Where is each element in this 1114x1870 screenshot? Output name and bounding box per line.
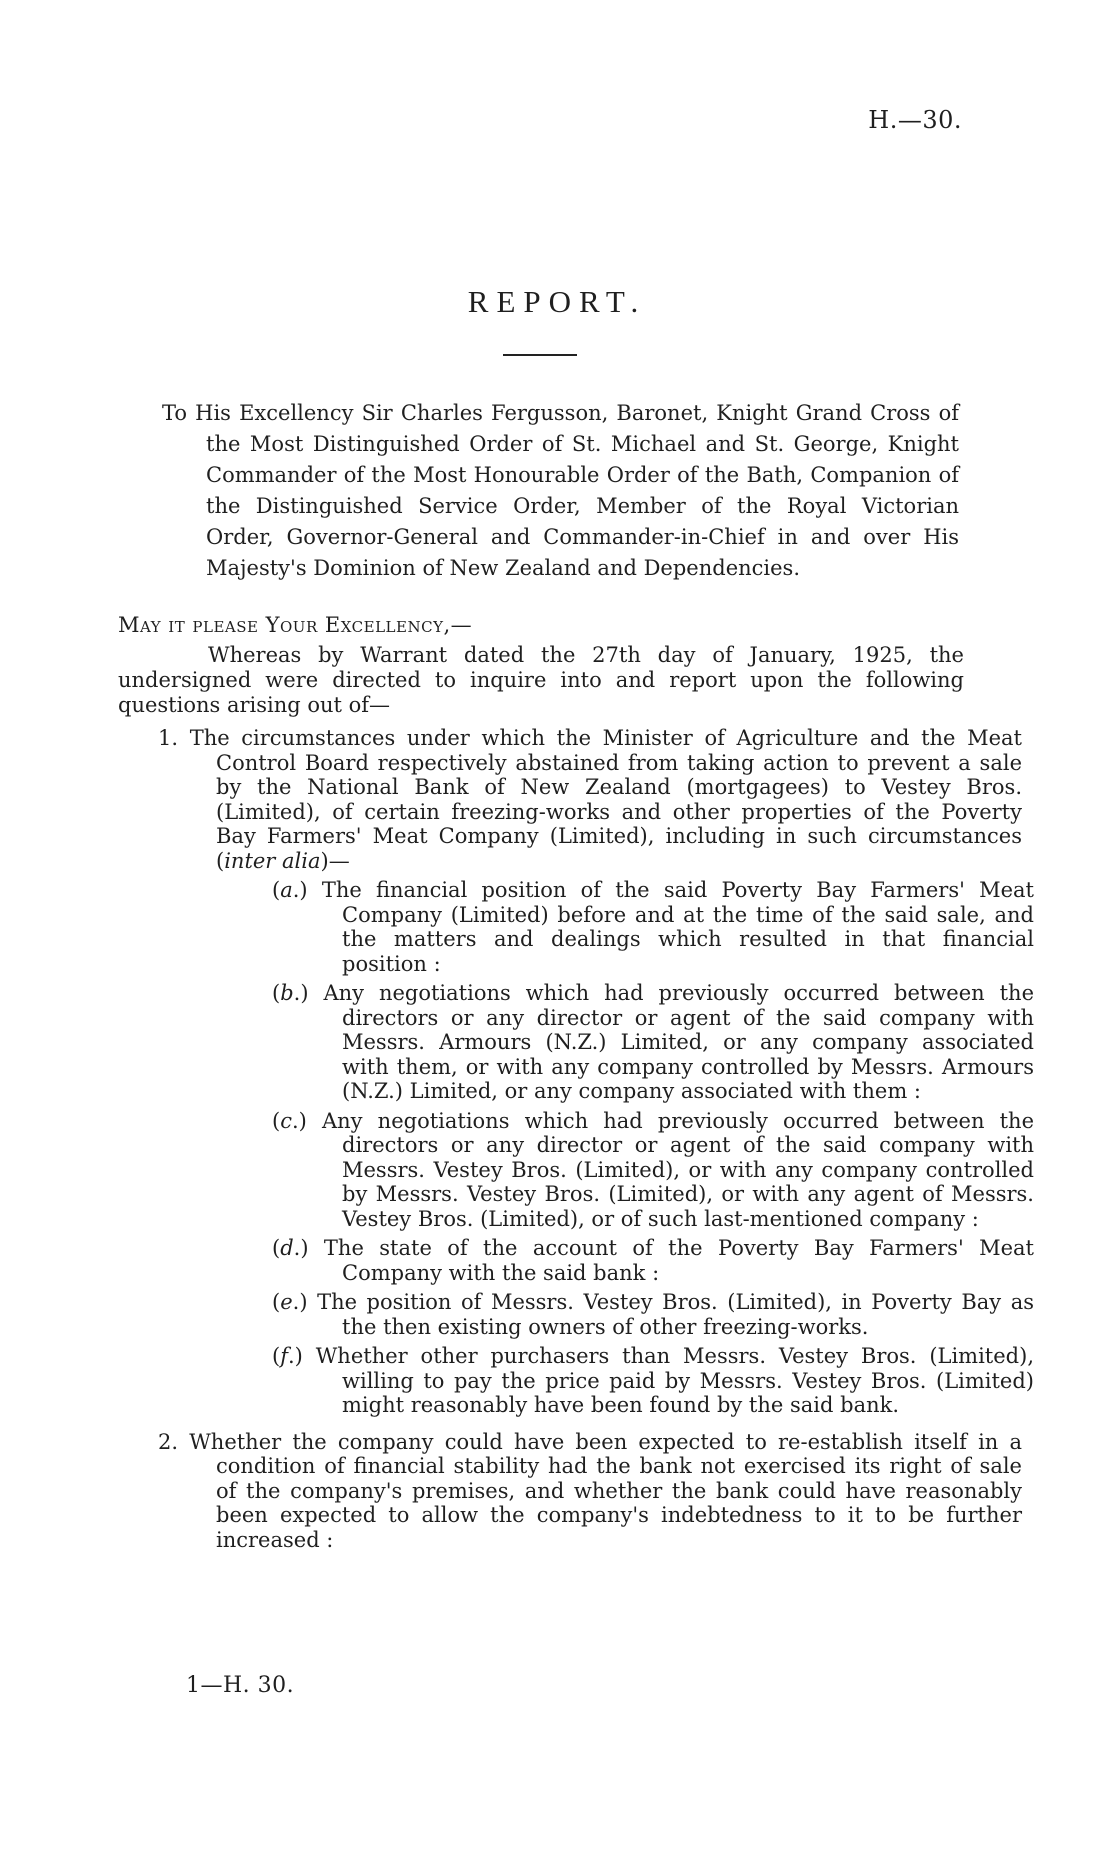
subitem-letter: f [280, 1344, 288, 1368]
report-body [0, 398, 1114, 1552]
sub-list-item [272, 1290, 1034, 1339]
subitem-label: (f.) [272, 1344, 303, 1368]
item-number: 1. [158, 726, 190, 750]
addressee-block [162, 398, 959, 584]
report-title: REPORT. [467, 284, 647, 319]
signature-reference: 1—H. 30. [186, 1673, 295, 1698]
item-italic-text: inter alia [224, 848, 321, 873]
item-text: The circumstances under which the Minister of Agriculture and the Meat Control Board respectively abstained from taking action to prevent a sale by the National Bank of New Zealand (mortgagees) to Vestey Bros. (Limited), of certain freezing-works and other properties of the Poverty Bay Farmers' Meat Company (Limited), including in such circumstances ( [189, 726, 1022, 873]
subitem-text: The state of the account of the Poverty Bay Farmers' Meat Company with the said bank : [323, 1236, 1034, 1285]
subitem-label: (a.) [272, 878, 308, 902]
subitem-letter: b [280, 981, 294, 1005]
subitem-text: Any negotiations which had previously occurred between the directors or any director or agent of the said company with Messrs. Armours (N.Z.) Limited, or any company associated with them, or with any company controlled by Messrs. Armours (N.Z.) Limited, or any company associated with them : [323, 981, 1034, 1103]
subitem-text: Whether other purchasers than Messrs. Vestey Bros. (Limited), willing to pay the price paid by Messrs. Vestey Bros. (Limited) might reasonably have been found by the said bank. [315, 1344, 1034, 1417]
item-text: Whether the company could have been expected to re-establish itself in a condition of financial stability had the bank not exercised its right of sale of the company's premises, and whether the bank could have reasonably been expected to allow the company's indebtedness to it to be further increased : [189, 1429, 1022, 1552]
subitem-label: (d.) [272, 1236, 309, 1260]
subitem-text: The position of Messrs. Vestey Bros. (Limited), in Poverty Bay as the then existing owners of other freezing-works. [317, 1290, 1034, 1339]
addressee-text: To His Excellency Sir Charles Fergusson, Baronet, Knight Grand Cross of the Most Distinguished Order of St. Michael and St. George, Knight Commander of the Most Honourable Order of the Bath, Companion of the Distinguished Service Order, Member of the Royal Victorian Order, Governor-General and Commander-in-Chief in and over His Majesty's Dominion of New Zealand and Dependencies. [162, 401, 959, 580]
subitem-label: (e.) [272, 1290, 308, 1314]
subitem-text: Any negotiations which had previously occurred between the directors or any director or agent of the said company with Messrs. Vestey Bros. (Limited), or with any company controlled by Messrs. Vestey Bros. (Limited), or with any agent of Messrs. Vestey Bros. (Limited), or of such last-mentioned company : [321, 1108, 1034, 1231]
subitem-label: (c.) [272, 1108, 307, 1133]
sub-list-item [272, 1236, 1034, 1285]
sub-list-item [272, 981, 1034, 1104]
subitem-letter: c [280, 1108, 292, 1133]
salutation: May it please Your Excellency,— [118, 613, 473, 637]
sub-list-item [272, 1344, 1034, 1418]
subitem-letter: a [280, 878, 293, 902]
title-divider [503, 354, 577, 356]
subitem-text: The financial position of the said Poverty Bay Farmers' Meat Company (Limited) before and at the time of the said sale, and the matters and dealings which resulted in that financial position : [321, 878, 1034, 976]
page-reference: H.—30. [868, 106, 962, 134]
subitem-letter: d [280, 1236, 294, 1260]
item-number: 2. [158, 1429, 190, 1454]
subitem-letter: e [280, 1290, 293, 1314]
sub-list-item [272, 1109, 1034, 1232]
intro-paragraph: Whereas by Warrant dated the 27th day of January, 1925, the undersigned were directed to inquire into and report upon the following questions arising out of— [118, 643, 964, 717]
subitem-label: (b.) [272, 981, 309, 1005]
list-item [158, 1430, 1022, 1553]
item-text-end: )— [320, 848, 350, 873]
sub-list-item [272, 878, 1034, 976]
list-item [158, 726, 1022, 873]
